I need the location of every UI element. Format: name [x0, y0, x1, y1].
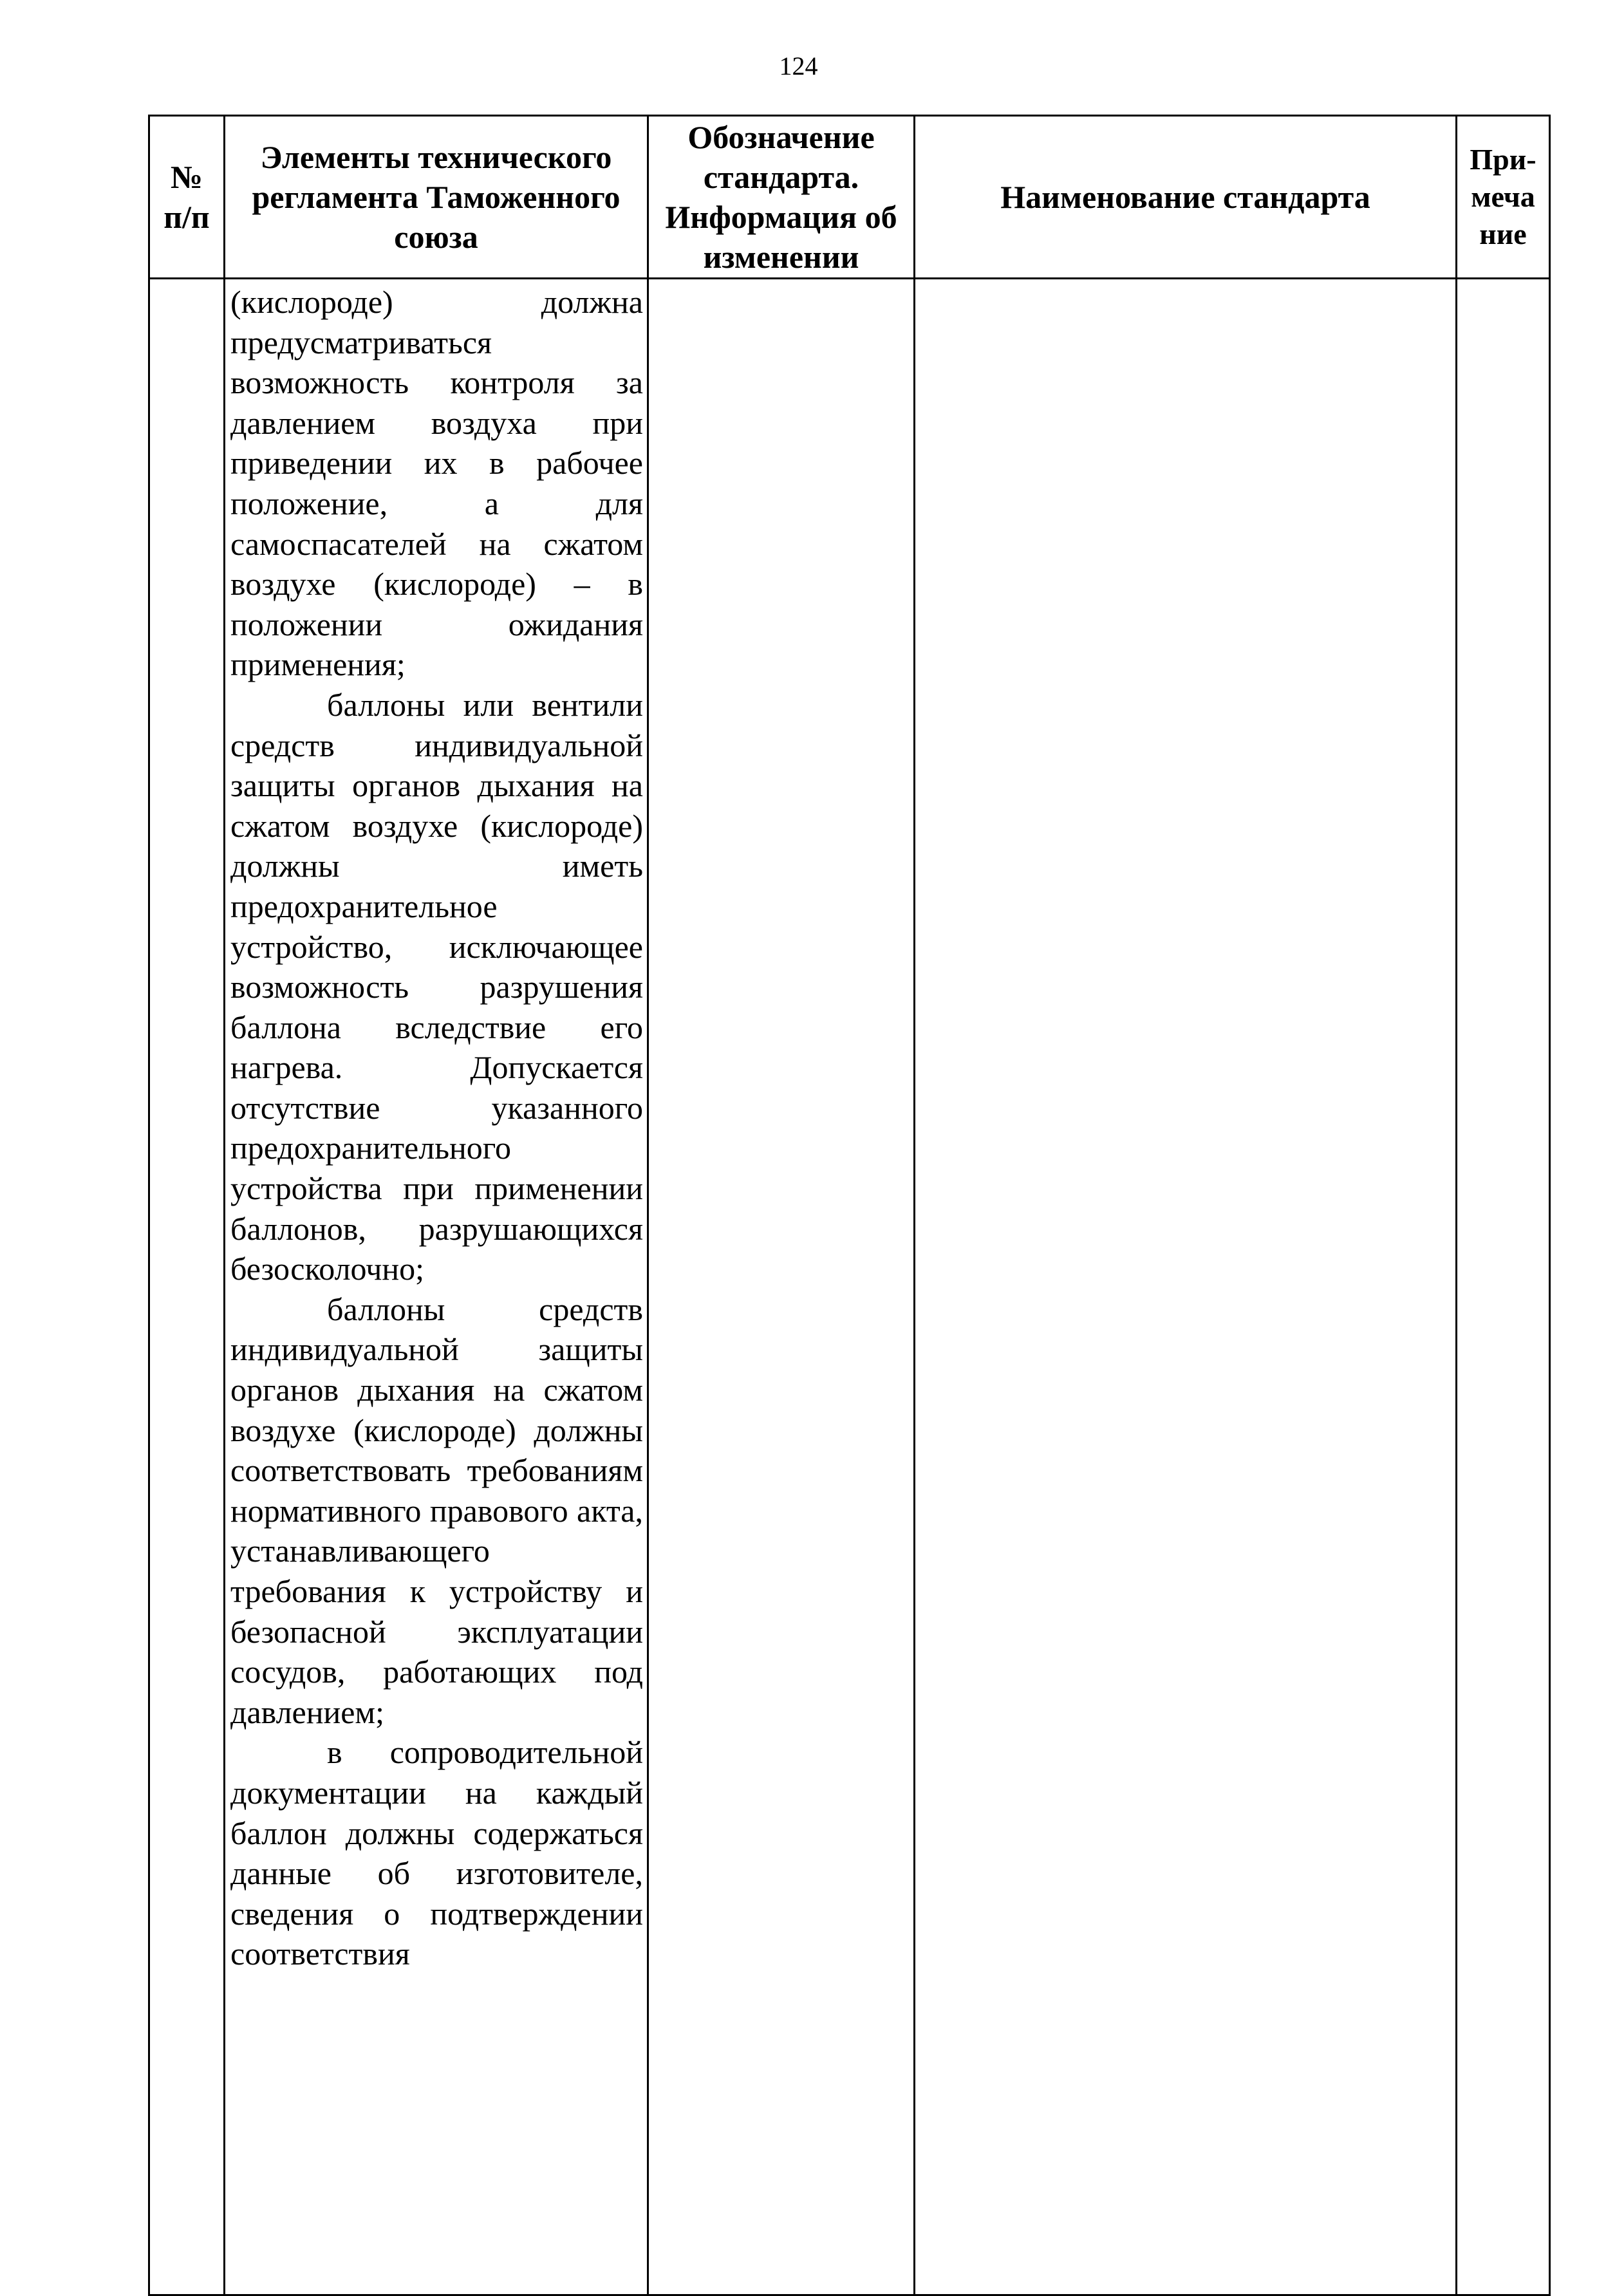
header-name: Наименование стандарта — [915, 116, 1457, 279]
header-elements: Элементы технического регламента Таможенного союза — [225, 116, 648, 279]
cell-note — [1457, 279, 1550, 2295]
table-header — [149, 116, 1550, 279]
header-note: При-меча ние — [1457, 116, 1550, 279]
header-num: № п/п — [149, 116, 225, 279]
header-row — [149, 116, 1550, 279]
elements-text — [225, 279, 647, 1974]
cell-elements — [225, 279, 648, 2295]
page-number: 124 — [779, 51, 818, 80]
elements-paragraph: в сопроводительной документации на каждый баллон должны содержаться данные об изготовителе, сведения о подтверждении соответствия — [230, 1734, 643, 1972]
elements-paragraph: баллоны или вентили средств индивидуальной защиты органов дыхания на сжатом воздухе (кислороде) должны иметь предохранительное устройство, исключающее возможность разрушения баллона вследствие его нагрева. Допускается отсутствие указанного предохранительного устройства при применении баллонов, разрушающихся безосколочно; — [230, 686, 643, 1287]
elements-paragraph: (кислороде) должна предусматриваться возможность контроля за давлением воздуха при приведении их в рабочее положение, а для самоспасателей на сжатом воздухе (кислороде) – в положении ожидания применения; — [230, 284, 643, 683]
standards-table — [148, 115, 1551, 2296]
cell-designation — [648, 279, 915, 2295]
table-row — [149, 279, 1550, 2295]
cell-num — [149, 279, 225, 2295]
cell-name — [915, 279, 1457, 2295]
table-body — [149, 279, 1550, 2295]
header-designation: Обозначение стандарта. Информация об изменении — [648, 116, 915, 279]
elements-paragraph: баллоны средств индивидуальной защиты органов дыхания на сжатом воздухе (кислороде) должны соответствовать требованиям нормативного правового акта, устанавливающего требования к устройству и безопасной эксплуатации сосудов, работающих под давлением; — [230, 1291, 643, 1730]
